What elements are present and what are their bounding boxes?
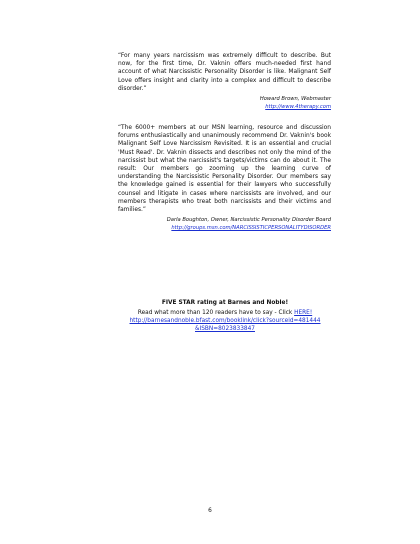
barnes-noble-promo	[100, 299, 350, 333]
testimonial-2	[118, 124, 331, 232]
promo-heading: FIVE STAR rating at Barnes and Noble!	[161, 300, 289, 306]
testimonial-1-attribution	[118, 96, 331, 111]
testimonial-1-text: “For many years narcissism was extremely difficult to describe. But now, for the first time, Dr. Vaknin offers much-needed first hand account of what Narcissistic Personality Disorder is like. Malignant Self Love offers insight and clarity into a complex and difficult to describe disorder.”	[118, 53, 331, 92]
testimonial-1-link[interactable]: http://www.4therapy.com	[265, 103, 331, 110]
promo-line	[100, 309, 350, 317]
promo-url-line2[interactable]: &ISBN=8023833847	[195, 326, 255, 332]
promo-here-link[interactable]: HERE!	[294, 310, 313, 316]
page-number: 6	[208, 508, 212, 514]
promo-text: Read what more than 120 readers have to say - Click	[137, 310, 295, 316]
testimonial-1	[118, 52, 331, 111]
testimonial-2-link[interactable]: http://groups.msn.com/NARCISSISTICPERSONALITYDISORDER	[171, 224, 331, 231]
testimonial-1-author: Howard Brown, Webmaster	[259, 96, 331, 103]
testimonial-2-text: “The 6000+ members at our MSN learning, resource and discussion forums enthusiastically and unanimously recommend Dr. Vaknin's book Malignant Self Love Narcissism Revisited. It is an essential and crucial 'Must Read'. Dr. Vaknin dissects and describes not only the mind of the narcissist but what the narcissist's targets/victims can do about it. The result: Our members go zooming up the learning curve of understanding the Narcissistic Personality Disorder. Our members say the knowledge gained is essential for their lawyers who successfully counsel and litigate in cases where narcissists are involved, and our members therapists who treat both narcissists and their victims and families.”	[118, 125, 331, 214]
testimonial-2-attribution	[118, 217, 331, 232]
promo-url-line1[interactable]: http://barnesandnoble.bfast.com/booklink/click?sourceid=481444	[129, 318, 321, 324]
testimonial-2-author: Darla Boughton, Owner, Narcissistic Personality Disorder Board	[166, 217, 331, 224]
